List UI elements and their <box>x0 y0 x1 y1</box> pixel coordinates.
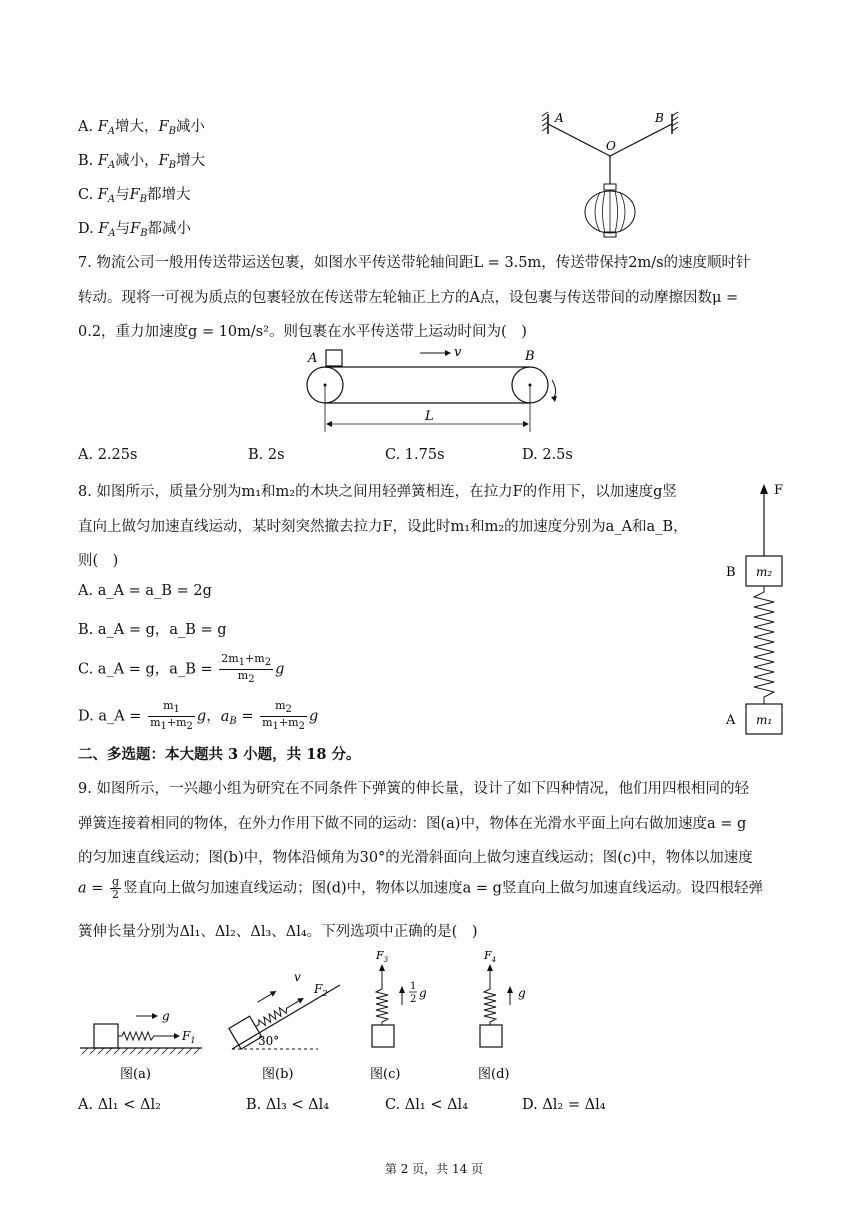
q7-option-a[interactable]: A. 2.25s <box>78 447 138 463</box>
svg-text:g: g <box>419 986 427 1000</box>
spring-blocks-figure <box>720 478 800 738</box>
svg-text:B: B <box>525 349 535 364</box>
q7-option-b[interactable]: B. 2s <box>248 447 285 463</box>
q8-line-3: 则( ) <box>78 553 119 569</box>
section-heading: 二、多选题：本大题共 3 小题，共 18 分。 <box>78 746 361 763</box>
svg-text:m₁: m₁ <box>756 713 773 727</box>
q8-option-b[interactable]: B. a_A = g，a_B = g <box>78 622 227 638</box>
q9-line-3: 的匀加速直线运动；图(b)中，物体沿倾角为30°的光滑斜面向上做匀速直线运动；图(c)中，物体以加速度 <box>78 850 753 866</box>
q6-option-d[interactable]: D. $F_A$与$F_B$都减小 <box>78 221 192 239</box>
conveyor-belt-figure <box>300 340 570 440</box>
svg-text:L: L <box>425 409 434 424</box>
q6-option-a[interactable]: A. $F_A$增大，$F_B$减小 <box>78 119 205 137</box>
svg-text:F: F <box>774 483 784 498</box>
q6-option-b[interactable]: B. $F_A$减小，$F_B$增大 <box>78 153 206 171</box>
page-footer: 第 2 页，共 14 页 <box>384 1162 484 1176</box>
q9-line-4: a = $\frac{g}{2}$ 竖直向上做匀加速直线运动；图(d)中，物体以加速度a = g竖直向上做匀加速直线运动。设四根轻弹 <box>78 875 763 901</box>
q7-option-c[interactable]: C. 1.75s <box>385 447 445 463</box>
q9-line-5: 簧伸长量分别为Δl₁、Δl₂、Δl₃、Δl₄。下列选项中正确的是( ) <box>78 924 478 940</box>
svg-text:F2: $F_2$ <box>314 982 328 998</box>
svg-text:F3: $F_3$ <box>376 949 389 964</box>
caption-d: 图(d) <box>478 1067 510 1082</box>
q7-line-1: 7. 物流公司一般用传送带运送包裹，如图水平传送带轮轴间距L = 3.5m，传送带保持2m/s的速度顺时针 <box>78 255 751 271</box>
svg-text:A: A <box>308 351 318 366</box>
q8-line-2: 直向上做匀加速直线运动，某时刻突然撤去拉力F，设此时m₁和m₂的加速度分别为a_A和a_B， <box>78 519 688 535</box>
q8-option-c[interactable]: C. a_A = g，a_B = $\frac{2m_1+m_2}{m_2}$ g <box>78 652 285 685</box>
svg-text:F4: $F_4$ <box>484 949 497 964</box>
figure-d <box>470 945 550 1090</box>
figure-c <box>362 945 452 1090</box>
svg-text:g: g <box>162 1009 170 1023</box>
svg-text:1: 1 <box>410 981 417 992</box>
q7-line-2: 转动。现将一可视为质点的包裹轻放在传送带左轮轴正上方的A点，设包裹与传送带间的动摩擦因数μ = <box>78 290 739 306</box>
svg-text:v: v <box>454 345 462 360</box>
svg-text:F1: $F_1$ <box>182 1029 196 1045</box>
q9-option-d[interactable]: D. Δl₂ = Δl₄ <box>522 1097 606 1113</box>
figure-b <box>228 965 348 1090</box>
svg-text:B: B <box>726 565 736 580</box>
q7-line-3: 0.2，重力加速度g = 10m/s²。则包裹在水平传送带上运动时间为( ) <box>78 324 527 340</box>
caption-b: 图(b) <box>262 1067 294 1082</box>
svg-text:g: g <box>518 986 526 1000</box>
q8-option-d[interactable]: D. a_A = $\frac{m_1}{m_1+m_2}$ g，$a_B$ = $\frac{m_2}{m_1+m_2}$ g <box>78 699 319 732</box>
svg-text:30°: 30° <box>258 1034 280 1048</box>
q9-option-a[interactable]: A. Δl₁ < Δl₂ <box>78 1097 161 1113</box>
svg-text:v: v <box>294 970 301 984</box>
svg-text:2: 2 <box>410 994 417 1005</box>
q9-line-2: 弹簧连接着相同的物体，在外力作用下做不同的运动：图(a)中，物体在光滑水平面上向右做加速度a = g <box>78 816 747 832</box>
q9-option-b[interactable]: B. Δl₃ < Δl₄ <box>246 1097 330 1113</box>
svg-text:m₂: m₂ <box>756 565 773 579</box>
figure-a <box>78 1000 208 1090</box>
q8-line-1: 8. 如图所示，质量分别为m₁和m₂的木块之间用轻弹簧相连，在拉力F的作用下，以加速度g竖 <box>78 484 677 500</box>
svg-text:O: O <box>606 139 616 153</box>
svg-text:B: B <box>655 111 664 125</box>
q8-option-a[interactable]: A. a_A = a_B = 2g <box>78 583 212 599</box>
svg-text:A: A <box>555 111 564 125</box>
q7-option-d[interactable]: D. 2.5s <box>522 447 573 463</box>
lantern-figure <box>540 108 690 238</box>
q9-line-1: 9. 如图所示，一兴趣小组为研究在不同条件下弹簧的伸长量，设计了如下四种情况，他们用四根相同的轻 <box>78 781 749 797</box>
caption-c: 图(c) <box>370 1067 401 1082</box>
svg-text:A: A <box>726 713 736 728</box>
q6-option-c[interactable]: C. $F_A$与$F_B$都增大 <box>78 187 191 205</box>
caption-a: 图(a) <box>120 1067 151 1082</box>
q9-option-c[interactable]: C. Δl₁ < Δl₄ <box>385 1097 469 1113</box>
